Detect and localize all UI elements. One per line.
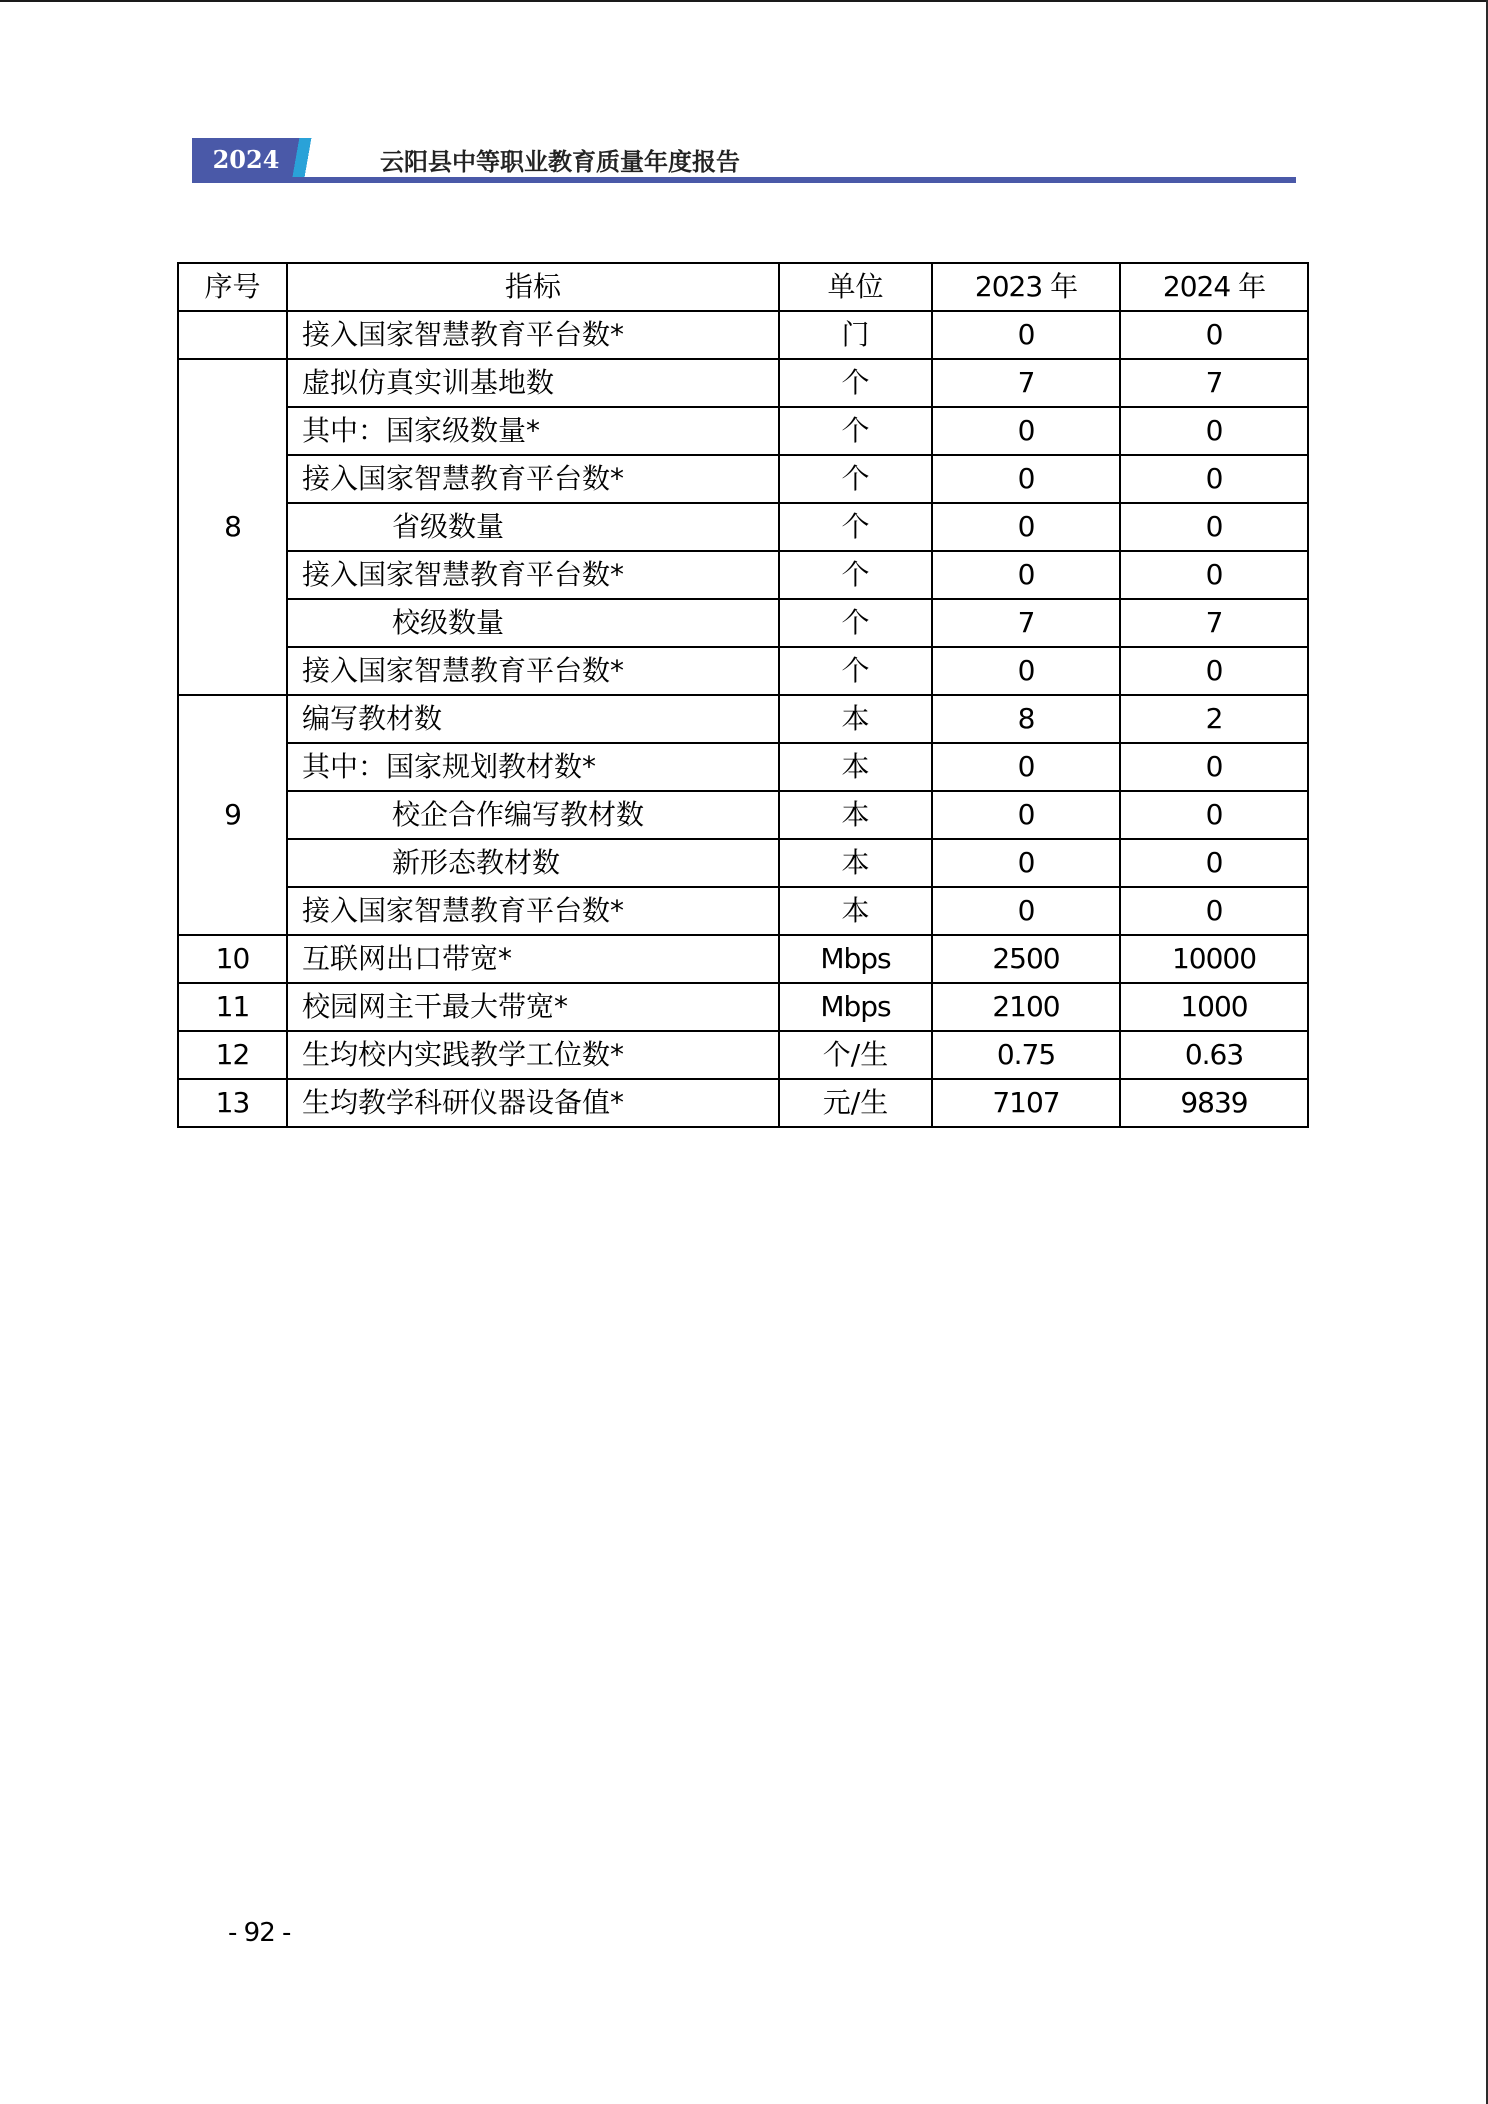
indicator-cell [287, 887, 779, 935]
value-2024-cell: 10000 [1120, 935, 1308, 983]
unit-cell: Mbps [779, 983, 932, 1031]
indicator-label: 接入国家智慧教育平台数* [302, 462, 625, 495]
indicator-label: 校园网主干最大带宽* [302, 990, 569, 1023]
indicator-label: 互联网出口带宽* [302, 942, 513, 975]
header-rule [192, 177, 1296, 183]
indicator-cell [287, 647, 779, 695]
value-2023-cell: 7107 [932, 1079, 1120, 1127]
unit-cell: Mbps [779, 935, 932, 983]
indicator-cell [287, 311, 779, 359]
page-number: - 92 - [228, 1918, 291, 1948]
indicator-label: 接入国家智慧教育平台数* [302, 654, 625, 687]
report-header [192, 138, 1296, 184]
value-2024-cell: 0 [1120, 551, 1308, 599]
indicator-label: 校级数量 [392, 606, 505, 639]
value-2024-cell: 7 [1120, 599, 1308, 647]
table-row [178, 503, 1308, 551]
table-row [178, 695, 1308, 743]
table-row [178, 551, 1308, 599]
value-2024-cell: 0 [1120, 407, 1308, 455]
value-2023-cell: 0 [932, 839, 1120, 887]
value-2024-cell: 0 [1120, 455, 1308, 503]
value-2023-cell: 2100 [932, 983, 1120, 1031]
value-2023-cell: 7 [932, 359, 1120, 407]
table-row [178, 935, 1308, 983]
indicator-cell [287, 839, 779, 887]
indicator-label: 接入国家智慧教育平台数* [302, 318, 625, 351]
table-row [178, 1031, 1308, 1079]
unit-cell: 个 [779, 647, 932, 695]
value-2024-cell: 0 [1120, 887, 1308, 935]
value-2024-cell: 0 [1120, 839, 1308, 887]
value-2023-cell: 0 [932, 647, 1120, 695]
indicator-label: 其中：国家级数量* [302, 414, 541, 447]
indicator-cell [287, 407, 779, 455]
value-2024-cell: 0 [1120, 791, 1308, 839]
unit-cell: 本 [779, 887, 932, 935]
seq-cell: 12 [178, 1031, 287, 1079]
unit-cell: 门 [779, 311, 932, 359]
table-row [178, 455, 1308, 503]
seq-cell: 9 [178, 695, 287, 935]
value-2024-cell: 0 [1120, 743, 1308, 791]
value-2023-cell: 0 [932, 503, 1120, 551]
value-2024-cell: 0 [1120, 503, 1308, 551]
unit-cell: 本 [779, 839, 932, 887]
unit-cell: 个 [779, 551, 932, 599]
indicator-cell [287, 359, 779, 407]
indicator-label: 接入国家智慧教育平台数* [302, 894, 625, 927]
seq-cell [178, 311, 287, 359]
value-2023-cell: 0 [932, 311, 1120, 359]
table-row [178, 311, 1308, 359]
table-row [178, 599, 1308, 647]
table-row [178, 743, 1308, 791]
value-2023-cell: 0 [932, 887, 1120, 935]
indicator-cell [287, 503, 779, 551]
table-row [178, 1079, 1308, 1127]
indicator-cell [287, 551, 779, 599]
value-2023-cell: 0 [932, 551, 1120, 599]
value-2023-cell: 0 [932, 791, 1120, 839]
indicator-cell [287, 743, 779, 791]
indicator-cell [287, 455, 779, 503]
indicator-label: 其中：国家规划教材数* [302, 750, 597, 783]
indicator-label: 生均校内实践教学工位数* [302, 1038, 625, 1071]
value-2024-cell: 9839 [1120, 1079, 1308, 1127]
value-2023-cell: 0 [932, 407, 1120, 455]
col-header-2023: 2023 年 [932, 263, 1120, 311]
value-2024-cell: 7 [1120, 359, 1308, 407]
indicator-label: 校企合作编写教材数 [392, 798, 645, 831]
indicator-cell [287, 935, 779, 983]
value-2024-cell: 0.63 [1120, 1031, 1308, 1079]
unit-cell: 本 [779, 695, 932, 743]
indicator-label: 接入国家智慧教育平台数* [302, 558, 625, 591]
col-header-2024: 2024 年 [1120, 263, 1308, 311]
value-2024-cell: 0 [1120, 311, 1308, 359]
unit-cell: 本 [779, 791, 932, 839]
indicator-label: 生均教学科研仪器设备值* [302, 1086, 625, 1119]
year-badge: 2024 [192, 138, 300, 182]
indicator-label: 省级数量 [392, 510, 505, 543]
value-2023-cell: 7 [932, 599, 1120, 647]
indicator-cell [287, 599, 779, 647]
indicator-cell [287, 1031, 779, 1079]
table-row [178, 407, 1308, 455]
value-2024-cell: 0 [1120, 647, 1308, 695]
indicator-cell [287, 983, 779, 1031]
indicator-cell [287, 1079, 779, 1127]
indicator-label: 编写教材数 [302, 702, 443, 735]
value-2024-cell: 2 [1120, 695, 1308, 743]
seq-cell: 11 [178, 983, 287, 1031]
unit-cell: 个 [779, 599, 932, 647]
value-2023-cell: 0 [932, 455, 1120, 503]
value-2023-cell: 2500 [932, 935, 1120, 983]
indicator-label: 新形态教材数 [392, 846, 561, 879]
value-2023-cell: 0 [932, 743, 1120, 791]
table-row [178, 359, 1308, 407]
indicator-label: 虚拟仿真实训基地数 [302, 366, 555, 399]
col-header-unit: 单位 [779, 263, 932, 311]
seq-cell: 8 [178, 359, 287, 695]
col-header-seq: 序号 [178, 263, 287, 311]
table-row [178, 791, 1308, 839]
indicator-cell [287, 791, 779, 839]
value-2023-cell: 0.75 [932, 1031, 1120, 1079]
value-2024-cell: 1000 [1120, 983, 1308, 1031]
col-header-indicator: 指标 [287, 263, 779, 311]
table-header-row [178, 263, 1308, 311]
badge-accent-stripe [288, 138, 318, 182]
value-2023-cell: 8 [932, 695, 1120, 743]
seq-cell: 10 [178, 935, 287, 983]
seq-cell: 13 [178, 1079, 287, 1127]
unit-cell: 个 [779, 503, 932, 551]
unit-cell: 个 [779, 407, 932, 455]
indicator-table [177, 262, 1309, 1128]
table-row [178, 983, 1308, 1031]
page-top-border [0, 0, 1488, 2]
indicator-cell [287, 695, 779, 743]
unit-cell: 个 [779, 455, 932, 503]
table-row [178, 839, 1308, 887]
report-title: 云阳县中等职业教育质量年度报告 [380, 147, 740, 176]
unit-cell: 个 [779, 359, 932, 407]
table-row [178, 647, 1308, 695]
table-row [178, 887, 1308, 935]
unit-cell: 本 [779, 743, 932, 791]
unit-cell: 元/生 [779, 1079, 932, 1127]
unit-cell: 个/生 [779, 1031, 932, 1079]
